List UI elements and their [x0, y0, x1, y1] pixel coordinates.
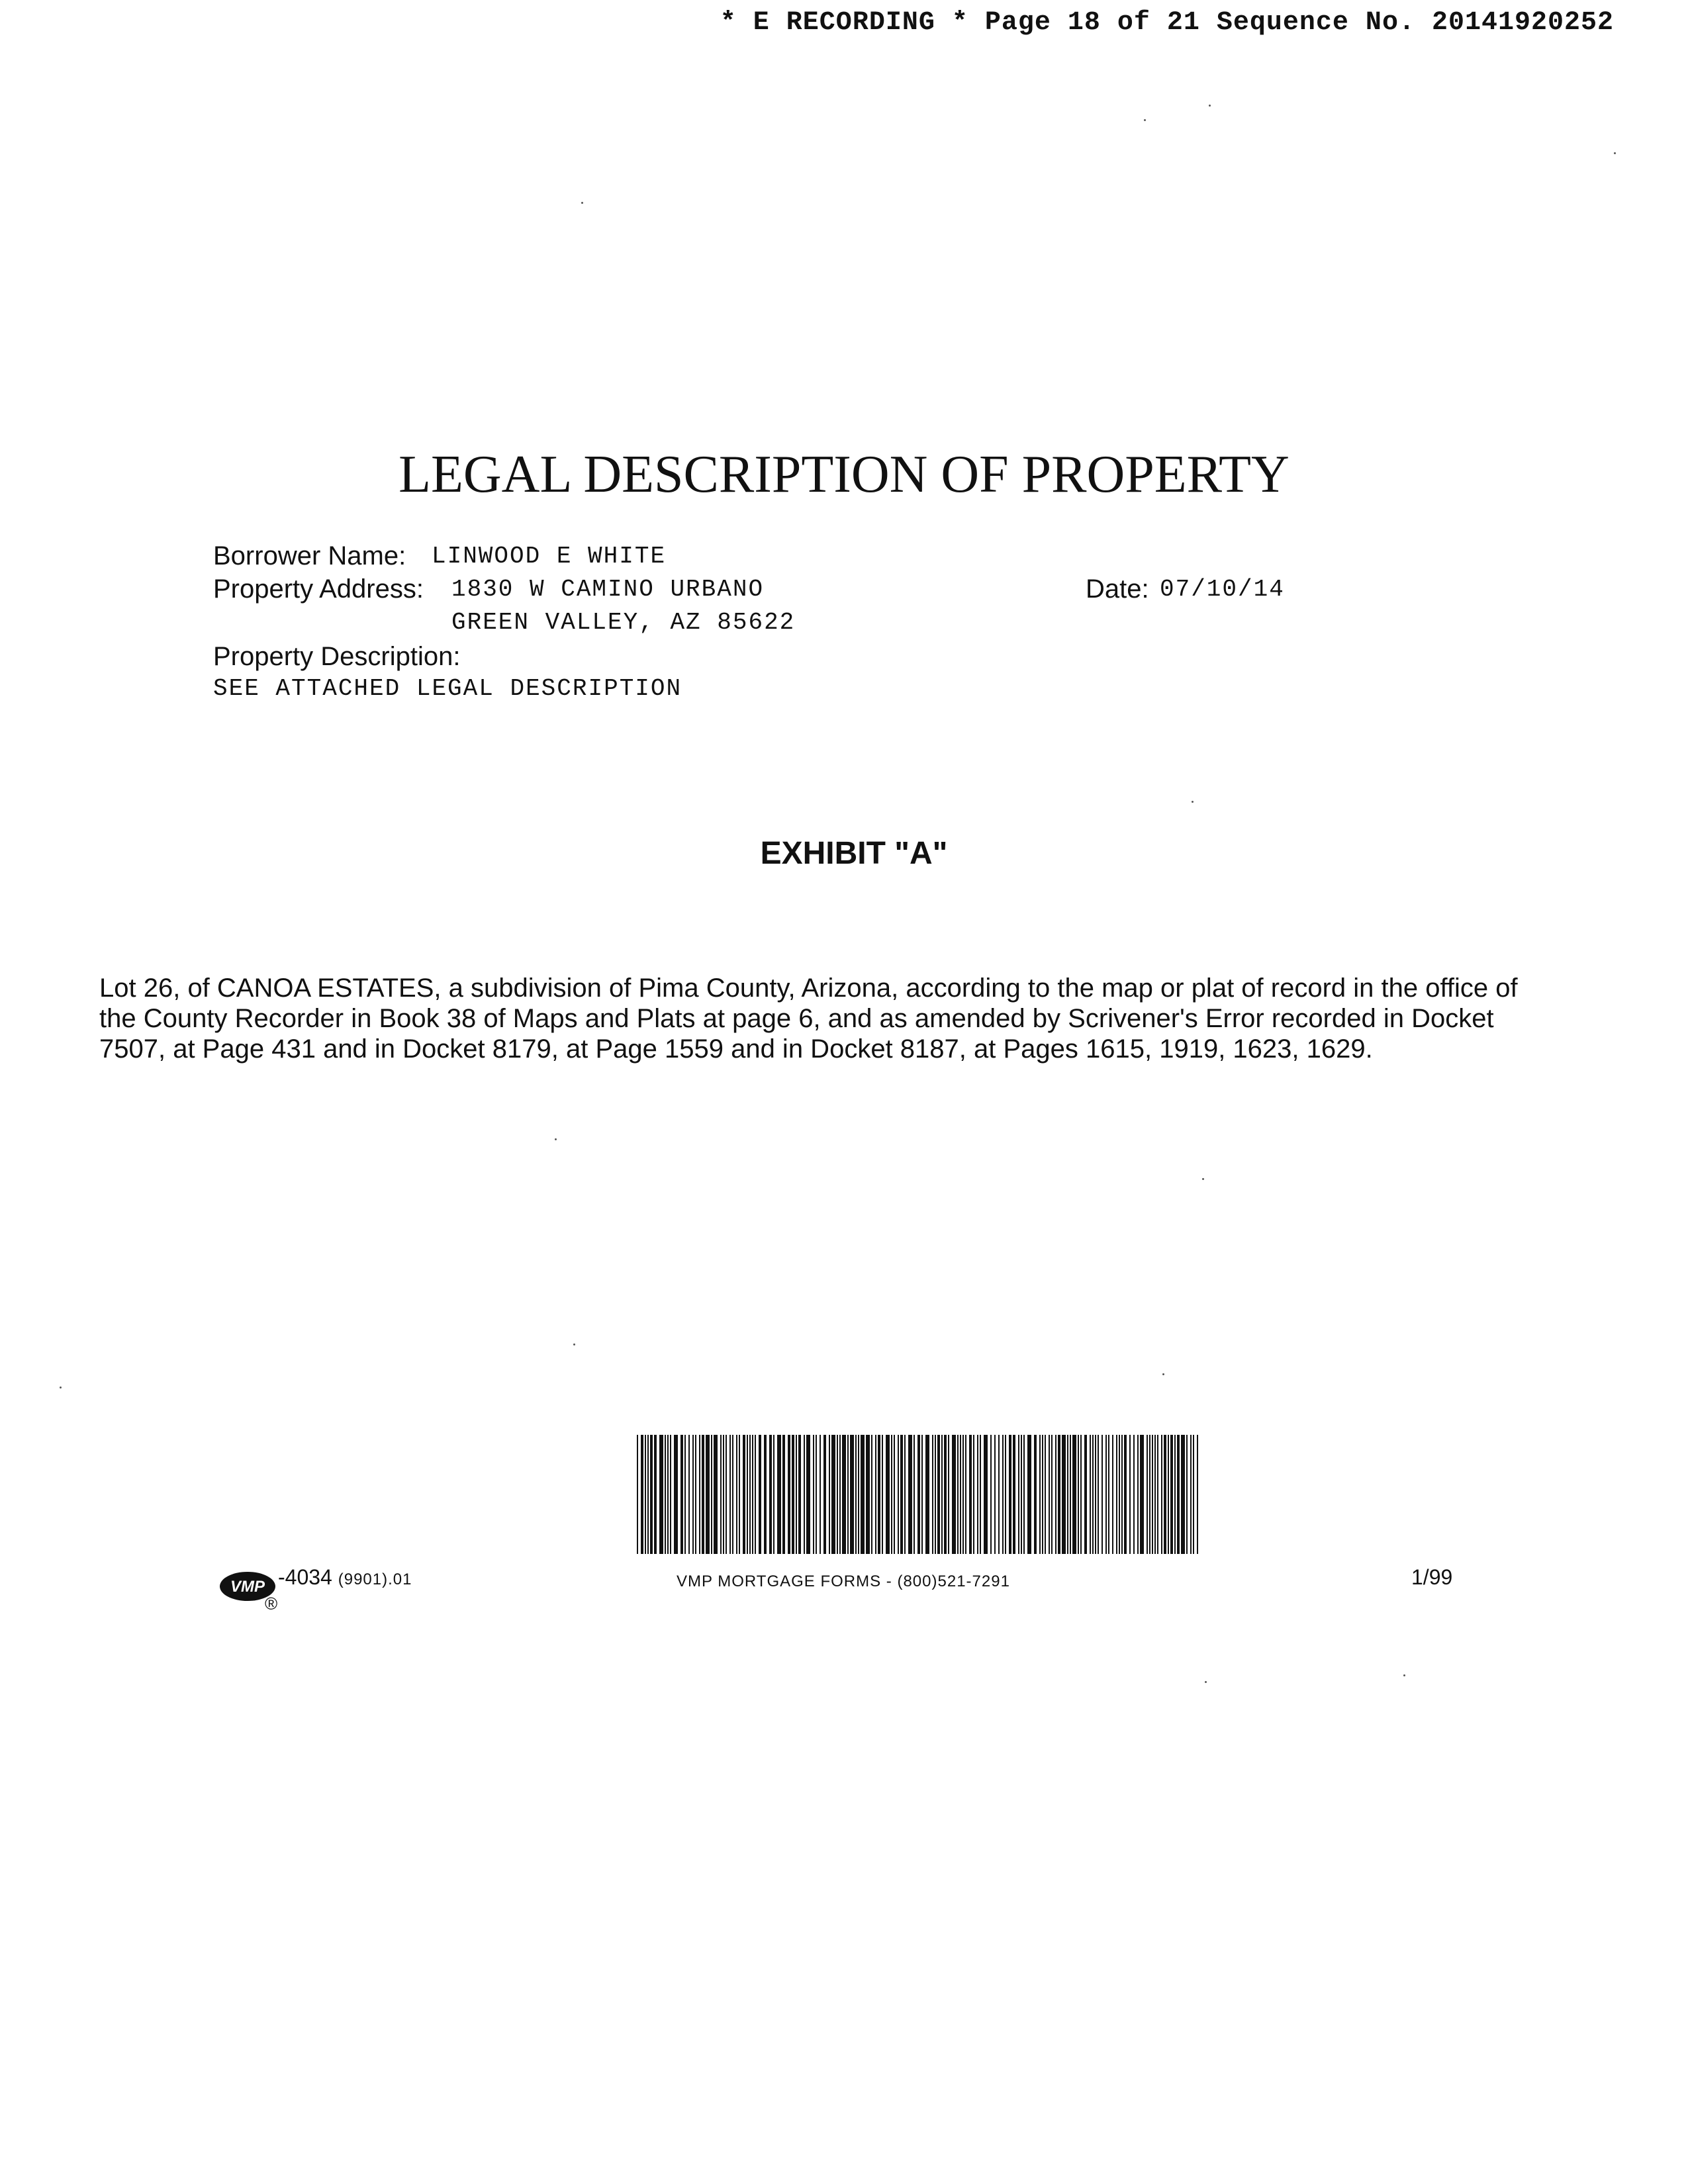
barcode-bar — [1152, 1435, 1153, 1554]
form-date: 1/99 — [1411, 1565, 1453, 1589]
barcode-bar — [969, 1435, 972, 1554]
barcode-bar — [1078, 1435, 1079, 1554]
legal-description-line: 7507, at Page 431 and in Docket 8179, at Page 1559 and in Docket 8187, at Pages 1615, 1919, 1623, 1629. — [99, 1034, 1373, 1064]
barcode-bar — [688, 1435, 690, 1554]
barcode-bar — [695, 1435, 696, 1554]
barcode-bar — [1154, 1435, 1156, 1554]
barcode-bar — [1116, 1435, 1117, 1554]
date-label: Date: — [1086, 574, 1149, 604]
barcode-bar — [1090, 1435, 1091, 1554]
barcode-bar — [747, 1435, 748, 1554]
scan-speck — [60, 1387, 62, 1388]
barcode-bar — [957, 1435, 959, 1554]
barcode-bar — [839, 1435, 841, 1554]
barcode-bar — [973, 1435, 974, 1554]
barcode-bar — [1067, 1435, 1068, 1554]
barcode-bar — [798, 1435, 801, 1554]
barcode-bar — [1080, 1435, 1082, 1554]
barcode-bar — [667, 1435, 669, 1554]
barcode-bar — [1002, 1435, 1004, 1554]
barcode-bar — [749, 1435, 751, 1554]
barcode-bar — [1023, 1435, 1025, 1554]
barcode-bar — [866, 1435, 870, 1554]
barcode-bar — [654, 1435, 657, 1554]
barcode-bar — [1058, 1435, 1060, 1554]
barcode-bar — [1013, 1435, 1015, 1554]
barcode-bar — [764, 1435, 767, 1554]
barcode-bar — [1133, 1435, 1135, 1554]
barcode-bar — [965, 1435, 966, 1554]
barcode-bar — [823, 1435, 826, 1554]
barcode-bar — [977, 1435, 978, 1554]
scan-speck — [1144, 119, 1146, 121]
barcode-bar — [645, 1435, 646, 1554]
form-number — [278, 1565, 412, 1590]
barcode-bar — [729, 1435, 731, 1554]
svg-text:VMP: VMP — [230, 1578, 265, 1596]
legal-description-line: the County Recorder in Book 38 of Maps and Plats at page 6, and as amended by Scrivener's Error recorded in Docket — [99, 1004, 1494, 1033]
legal-description-paragraph — [99, 973, 1595, 1064]
barcode-bar — [871, 1435, 872, 1554]
barcode-bar — [788, 1435, 790, 1554]
barcode-bar — [886, 1435, 890, 1554]
barcode-bar — [850, 1435, 854, 1554]
barcode-bar — [917, 1435, 920, 1554]
barcode-bar — [1062, 1435, 1066, 1554]
barcode-bar — [670, 1435, 671, 1554]
property-address-label: Property Address: — [213, 574, 424, 604]
barcode-bar — [1140, 1435, 1144, 1554]
barcode-bar — [1181, 1435, 1185, 1554]
barcode-bar — [1170, 1435, 1173, 1554]
barcode-bar — [806, 1435, 810, 1554]
barcode-bar — [1042, 1435, 1043, 1554]
borrower-name-label: Borrower Name: — [213, 541, 406, 570]
barcode-bar — [914, 1435, 915, 1554]
barcode-bar — [898, 1435, 899, 1554]
scan-speck — [1162, 1373, 1164, 1375]
barcode-bar — [1070, 1435, 1071, 1554]
barcode-bar — [1021, 1435, 1022, 1554]
barcode-bar — [714, 1435, 718, 1554]
barcode-bar — [1027, 1435, 1031, 1554]
barcode-bar — [659, 1435, 663, 1554]
barcode-bar — [908, 1435, 912, 1554]
form-number-code: -4034 — [278, 1565, 332, 1589]
barcode-bar — [925, 1435, 929, 1554]
barcode-bar — [921, 1435, 923, 1554]
barcode-bar — [861, 1435, 865, 1554]
recording-header: * E RECORDING * Page 18 of 21 Sequence No. 20141920252 — [720, 8, 1614, 38]
barcode-bar — [960, 1435, 961, 1554]
barcode-bar — [792, 1435, 794, 1554]
exhibit-heading: EXHIBIT "A" — [760, 836, 948, 871]
barcode-bar — [816, 1435, 817, 1554]
barcode-bar — [962, 1435, 964, 1554]
barcode-bar — [1034, 1435, 1037, 1554]
barcode-bar — [1197, 1435, 1198, 1554]
barcode-bar — [692, 1435, 694, 1554]
barcode-bar — [1137, 1435, 1139, 1554]
barcode-bar — [948, 1435, 949, 1554]
barcode-bar — [855, 1435, 857, 1554]
barcode-bar — [1193, 1435, 1194, 1554]
barcode-bar — [759, 1435, 761, 1554]
form-revision: (9901).01 — [338, 1570, 412, 1588]
barcode-bar — [944, 1435, 947, 1554]
barcode-bar — [723, 1435, 724, 1554]
barcode-bar — [1095, 1435, 1096, 1554]
barcode-bar — [1102, 1435, 1103, 1554]
property-address-line1: 1830 W CAMINO URBANO — [451, 576, 765, 603]
barcode-bar — [650, 1435, 653, 1554]
barcode-bar — [842, 1435, 846, 1554]
barcode-bar — [743, 1435, 745, 1554]
borrower-name-value: LINWOOD E WHITE — [432, 543, 667, 570]
barcode-bar — [1108, 1435, 1109, 1554]
barcode-bar — [732, 1435, 733, 1554]
barcode-bar — [647, 1435, 649, 1554]
barcode-bar — [637, 1435, 638, 1554]
barcode-bar — [680, 1435, 683, 1554]
barcode-bar — [813, 1435, 814, 1554]
barcode-bar — [994, 1435, 996, 1554]
scan-speck — [1202, 1178, 1204, 1180]
barcode-bar — [935, 1435, 936, 1554]
barcode-bar — [891, 1435, 892, 1554]
scan-speck — [1209, 105, 1211, 107]
barcode-bar — [904, 1435, 906, 1554]
barcode-bar — [1164, 1435, 1166, 1554]
barcode-bar — [875, 1435, 876, 1554]
barcode-bar — [782, 1435, 785, 1554]
barcode-bar — [773, 1435, 774, 1554]
barcode-bar — [1177, 1435, 1180, 1554]
barcode-bar — [1174, 1435, 1176, 1554]
barcode-bar — [1168, 1435, 1169, 1554]
vendor-line: VMP MORTGAGE FORMS - (800)521-7291 — [677, 1572, 1010, 1590]
barcode-bar — [1186, 1435, 1188, 1554]
barcode-bar — [1098, 1435, 1099, 1554]
barcode-bar — [720, 1435, 722, 1554]
barcode-bar — [1147, 1435, 1148, 1554]
barcode-bar — [699, 1435, 700, 1554]
scan-speck — [581, 202, 583, 204]
barcode-bar — [998, 1435, 1000, 1554]
barcode-bar — [1157, 1435, 1158, 1554]
barcode-bar — [804, 1435, 805, 1554]
scan-speck — [1192, 801, 1194, 803]
barcode-bar — [702, 1435, 704, 1554]
barcode-bar — [1119, 1435, 1120, 1554]
property-description-value: SEE ATTACHED LEGAL DESCRIPTION — [213, 675, 682, 702]
barcode-bar — [837, 1435, 838, 1554]
barcode-bar — [937, 1435, 940, 1554]
barcode-bar — [777, 1435, 781, 1554]
barcode-bar — [1161, 1435, 1162, 1554]
barcode-bar — [1009, 1435, 1011, 1554]
barcode-bar — [1051, 1435, 1053, 1554]
barcode-bar — [882, 1435, 883, 1554]
barcode-bar — [752, 1435, 753, 1554]
barcode-bar — [894, 1435, 895, 1554]
scan-speck — [1614, 152, 1616, 154]
barcode-bar — [858, 1435, 859, 1554]
barcode-bar — [847, 1435, 849, 1554]
barcode-bar — [1105, 1435, 1107, 1554]
barcode-bar — [932, 1435, 933, 1554]
legal-description-line: Lot 26, of CANOA ESTATES, a subdivision of Pima County, Arizona, according to the map or plat of record in the office of — [99, 974, 1518, 1003]
barcode-bar — [820, 1435, 821, 1554]
registered-mark: ® — [265, 1594, 278, 1614]
scan-speck — [555, 1138, 557, 1140]
property-description-label: Property Description: — [213, 642, 461, 671]
page-title: LEGAL DESCRIPTION OF PROPERTY — [399, 445, 1289, 504]
barcode-bar — [755, 1435, 756, 1554]
scan-speck — [1403, 1674, 1405, 1676]
barcode-bar — [706, 1435, 710, 1554]
property-address-line2: GREEN VALLEY, AZ 85622 — [451, 609, 796, 636]
barcode-bar — [1121, 1435, 1123, 1554]
barcode-bar — [941, 1435, 943, 1554]
barcode-bar — [665, 1435, 666, 1554]
barcode-bar — [1112, 1435, 1113, 1554]
barcode-bar — [952, 1435, 956, 1554]
barcode-bar — [980, 1435, 981, 1554]
scan-speck — [573, 1343, 575, 1345]
barcode-bar — [1049, 1435, 1050, 1554]
barcode-bar — [1129, 1435, 1131, 1554]
barcode-bar — [829, 1435, 830, 1554]
barcode-bar — [1092, 1435, 1094, 1554]
barcode-bar — [1149, 1435, 1150, 1554]
barcode-bar — [990, 1435, 992, 1554]
barcode-bar — [1005, 1435, 1006, 1554]
barcode-bar — [1084, 1435, 1087, 1554]
barcode-bar — [1045, 1435, 1046, 1554]
barcode-bar — [1039, 1435, 1041, 1554]
barcode-bar — [739, 1435, 740, 1554]
scan-speck — [1205, 1681, 1207, 1683]
barcode-bar — [674, 1435, 678, 1554]
barcode-bar — [878, 1435, 880, 1554]
barcode-bar — [641, 1435, 643, 1554]
barcode-bar — [831, 1435, 835, 1554]
barcode-bar — [684, 1435, 686, 1554]
barcode-bar — [1190, 1435, 1192, 1554]
barcode-bar — [984, 1435, 988, 1554]
barcode-bar — [796, 1435, 797, 1554]
barcode — [637, 1435, 1199, 1554]
barcode-bar — [726, 1435, 727, 1554]
barcode-bar — [711, 1435, 712, 1554]
barcode-bar — [1018, 1435, 1019, 1554]
barcode-bar — [1055, 1435, 1056, 1554]
date-value: 07/10/14 — [1160, 576, 1285, 603]
barcode-bar — [1072, 1435, 1076, 1554]
barcode-bar — [1124, 1435, 1127, 1554]
barcode-bar — [736, 1435, 737, 1554]
barcode-bar — [769, 1435, 772, 1554]
barcode-bar — [900, 1435, 903, 1554]
